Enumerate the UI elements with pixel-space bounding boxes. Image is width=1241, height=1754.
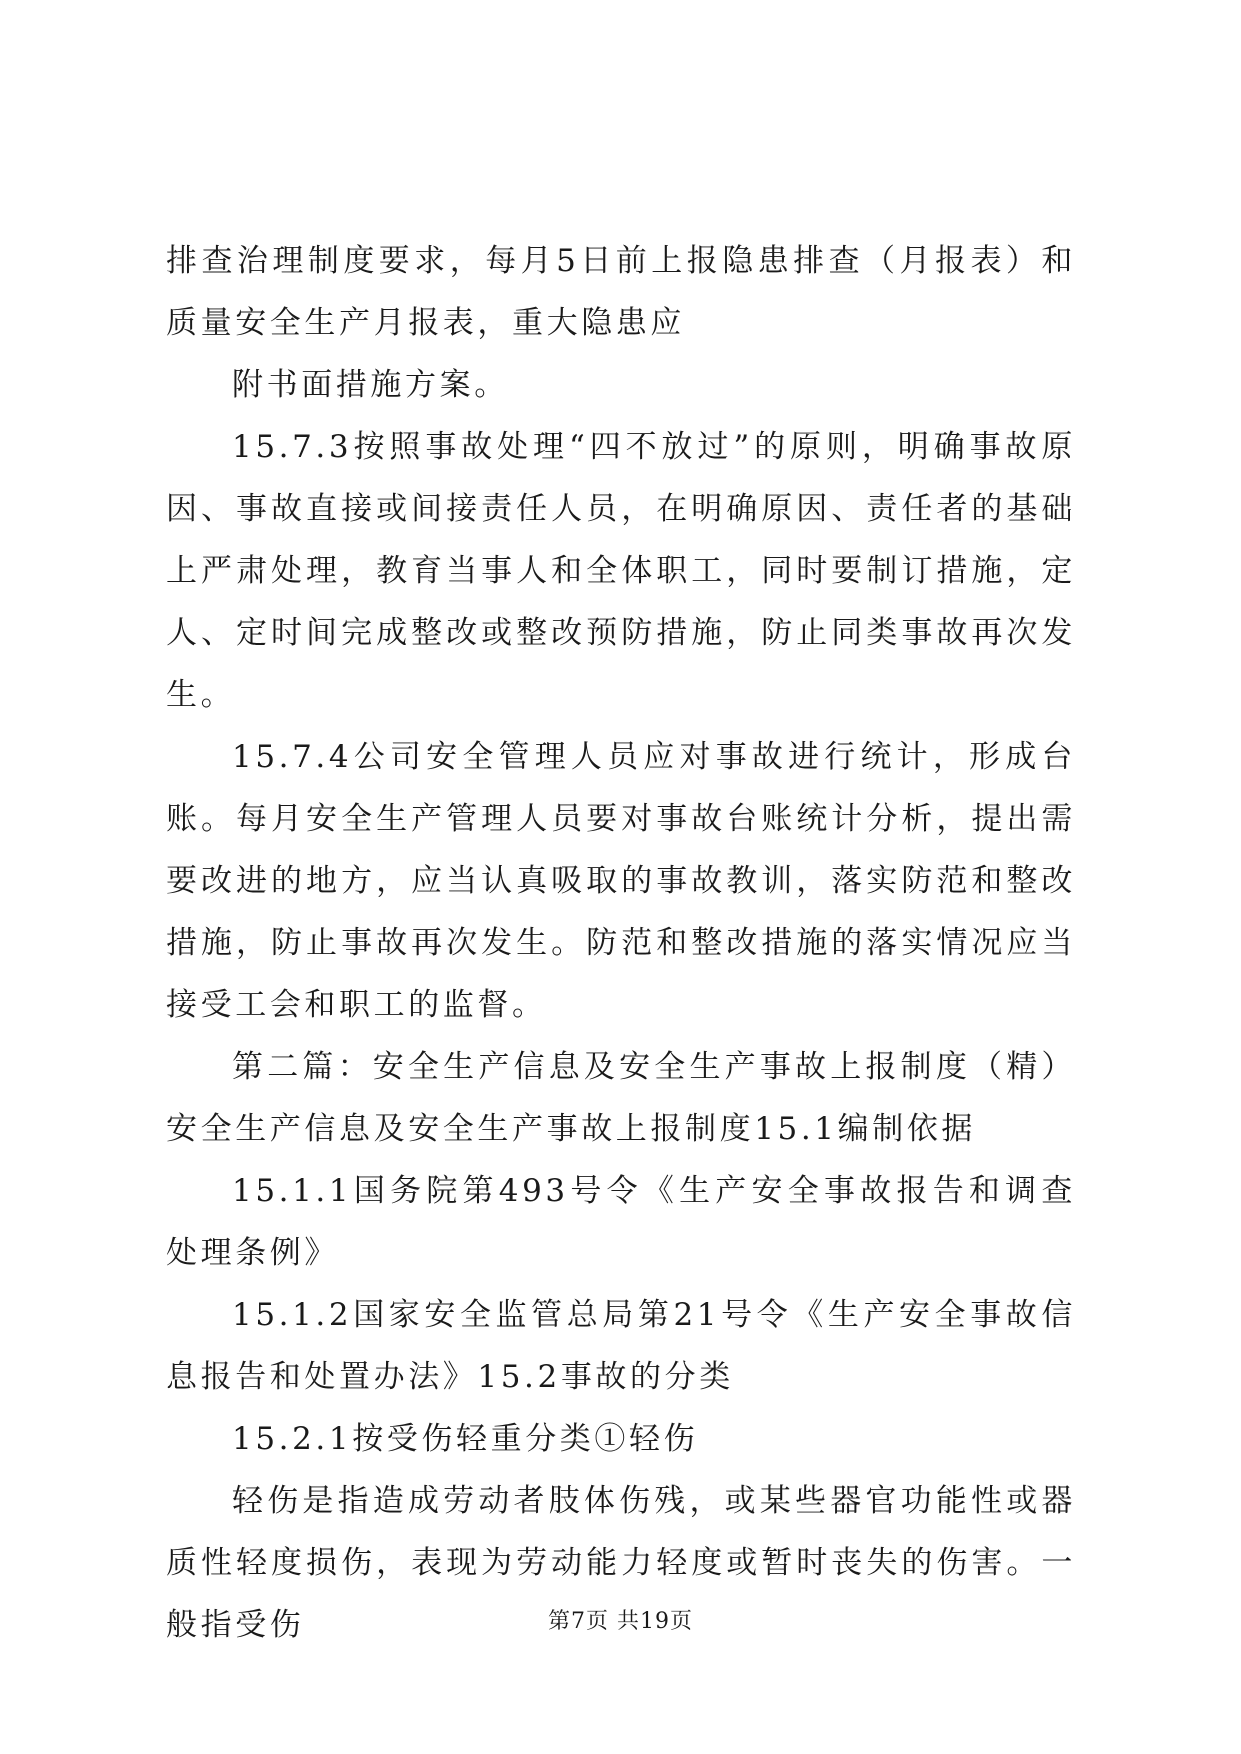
paragraph-part-two-heading: 第二篇：安全生产信息及安全生产事故上报制度（精）安全生产信息及安全生产事故上报制度15.1编制依据 — [166, 1049, 1076, 1147]
paragraph-15-1-1: 15.1.1国务院第493号令《生产安全事故报告和调查处理条例》 — [166, 1173, 1076, 1271]
page-number-footer: 第7页 共19页 — [548, 1609, 693, 1634]
paragraph-minor-injury: 轻伤是指造成劳动者肢体伤残，或某些器官功能性或器质性轻度损伤，表现为劳动能力轻度或暂时丧失的伤害。一般指受伤 — [166, 1483, 1076, 1643]
paragraph-15-1-2: 15.1.2国家安全监管总局第21号令《生产安全事故信息报告和处置办法》15.2事故的分类 — [166, 1297, 1076, 1395]
paragraph-15-2-1: 15.2.1按受伤轻重分类①轻伤 — [232, 1421, 699, 1457]
paragraph-15-7-3: 15.7.3按照事故处理“四不放过”的原则，明确事故原因、事故直接或间接责任人员，在明确原因、责任者的基础上严肃处理，教育当事人和全体职工，同时要制订措施，定人、定时间完成整改或整改预防措施，防止同类事故再次发生。 — [166, 429, 1076, 713]
paragraph-continuation: 排查治理制度要求，每月5日前上报隐患排查（月报表）和质量安全生产月报表，重大隐患应 — [166, 243, 1076, 341]
paragraph-15-7-4: 15.7.4公司安全管理人员应对事故进行统计，形成台账。每月安全生产管理人员要对事故台账统计分析，提出需要改进的地方，应当认真吸取的事故教训，落实防范和整改措施，防止事故再次发生。防范和整改措施的落实情况应当接受工会和职工的监督。 — [166, 739, 1076, 1023]
document-body — [166, 230, 1076, 1656]
paragraph-attachment-note: 附书面措施方案。 — [232, 367, 509, 403]
